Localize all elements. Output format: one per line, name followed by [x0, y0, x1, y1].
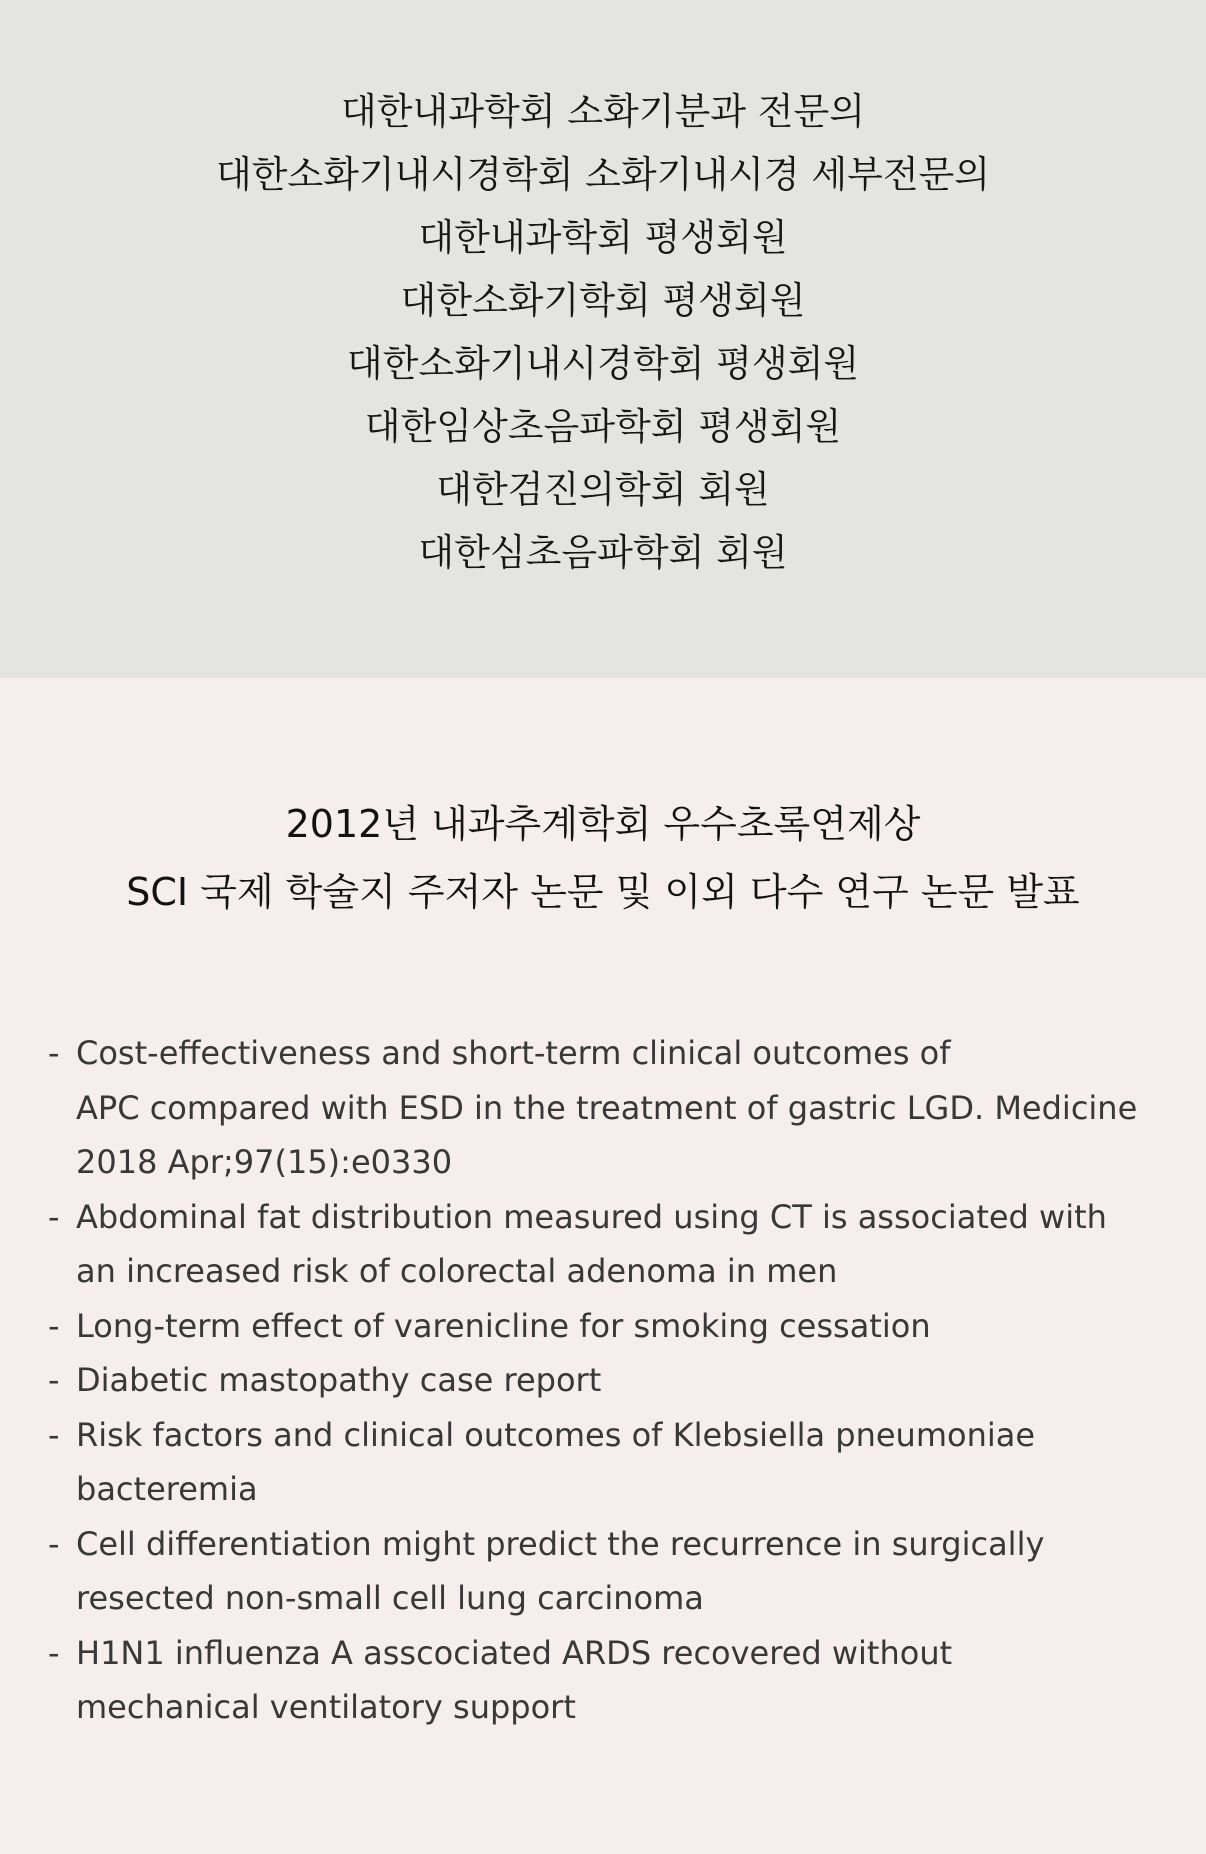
paper-title: Long-term effect of varenicline for smoking cessation: [76, 1306, 931, 1345]
bullet-dash: -: [48, 1034, 60, 1072]
paper-title: Diabetic mastopathy case report: [76, 1361, 602, 1399]
research-section: [0, 678, 1206, 1854]
paper-title: Cell differentiation might predict the recurrence in surgically resected non-small cell lung carcinoma: [76, 1524, 1045, 1617]
bullet-dash: -: [48, 1361, 60, 1399]
membership-item: 대한소화기내시경학회 소화기내시경 세부전문의: [215, 153, 991, 196]
paper-list-item: [48, 1517, 1178, 1626]
paper-list-item: [48, 1026, 1178, 1190]
paper-title: H1N1 influenza A asscociated ARDS recovered without mechanical ventilatory support: [76, 1633, 953, 1726]
membership-item: 대한임상초음파학회 평생회원: [364, 405, 842, 448]
bullet-dash: -: [48, 1415, 60, 1454]
bullet-dash: -: [48, 1524, 60, 1563]
paper-list-item: [48, 1353, 1178, 1408]
membership-item: 대한내과학회 평생회원: [418, 216, 788, 259]
paper-list-item: [48, 1626, 1178, 1735]
paper-list-item: [48, 1190, 1178, 1299]
bullet-dash: -: [48, 1306, 60, 1345]
award-line: 2012년 내과추계학회 우수초록연제상: [285, 802, 921, 846]
membership-item: 대한내과학회 소화기분과 전문의: [341, 90, 865, 133]
membership-item: 대한심초음파학회 회원: [418, 531, 788, 574]
paper-title: Risk factors and clinical outcomes of Klebsiella pneumoniae bacteremia: [76, 1415, 1036, 1508]
paper-list: [48, 1026, 1178, 1735]
paper-title: Cost-effectiveness and short-term clinical outcomes of APC compared with ESD in the treatment of gastric LGD. Medicine 2018 Apr;97(15):e0330: [76, 1034, 1138, 1181]
membership-list: [0, 80, 1206, 584]
paper-title: Abdominal fat distribution measured using CT is associated with an increased risk of colorectal adenoma in men: [76, 1197, 1107, 1290]
achievements-heading: [0, 790, 1206, 926]
memberships-section: [0, 0, 1206, 678]
membership-item: 대한소화기내시경학회 평생회원: [346, 342, 860, 385]
bullet-dash: -: [48, 1197, 60, 1236]
bullet-dash: -: [48, 1633, 60, 1672]
paper-list-item: [48, 1408, 1178, 1517]
membership-item: 대한소화기학회 평생회원: [400, 279, 806, 322]
publications-summary-line: SCI 국제 학술지 주저자 논문 및 이외 다수 연구 논문 발표: [126, 870, 1080, 914]
paper-list-item: [48, 1299, 1178, 1354]
membership-item: 대한검진의학회 회원: [436, 468, 770, 511]
